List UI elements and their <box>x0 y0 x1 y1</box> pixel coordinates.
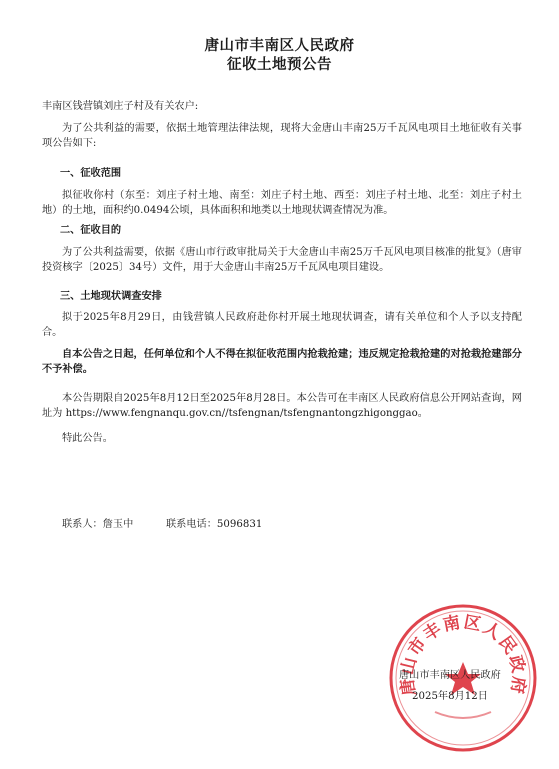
closing-text: 特此公告。 <box>62 433 113 444</box>
signature-org: 唐山市丰南区人民政府 <box>399 670 501 681</box>
signature-date: 2025年8月12日 <box>412 691 488 702</box>
prohibition-notice: 自本公告之日起，任何单位和个人不得在拟征收范围内抢栽抢建；违反规定抢栽抢建的对抢栽抢建部分不予补偿。 <box>42 349 522 375</box>
title-line-1: 唐山市丰南区人民政府 <box>204 38 355 54</box>
section-2-heading: 二、征收目的 <box>60 225 122 236</box>
title-line-2: 征收土地预公告 <box>227 57 332 73</box>
seal-text: 唐山市丰南区人民政府 <box>397 612 529 697</box>
addressee: 丰南区钱营镇刘庄子村及有关农户: <box>42 101 199 112</box>
notice-period: 本公告期限自2025年8月12日至2025年8月28日。本公告可在丰南区人民政府信息公开网站查询，网址为 https://www.fengnanqu.gov.cn//tsfengnan/tsfengnantongzhigonggao。 <box>42 393 522 419</box>
section-2-body: 为了公共利益需要，依据《唐山市行政审批局关于大金唐山丰南25万千瓦风电项目核准的批复》（唐审投资核字〔2025〕34号）文件，用于大金唐山丰南25万千瓦风电项目建设。 <box>42 247 522 273</box>
section-3-body: 拟于2025年8月29日，由钱营镇人民政府赴你村开展土地现状调查，请有关单位和个人予以支持配合。 <box>42 312 522 338</box>
intro-paragraph: 为了公共利益的需要，依据土地管理法律法规，现将大金唐山丰南25万千瓦风电项目土地征收有关事项公告如下: <box>42 123 522 149</box>
section-3-heading: 三、土地现状调查安排 <box>60 291 162 302</box>
section-1-body: 拟征收你村（东至：刘庄子村土地、南至：刘庄子村土地、西至：刘庄子村土地、北至：刘庄子村土地）的土地，面积约0.0494公顷，具体面积和地类以土地现状调查情况为准。 <box>42 190 522 216</box>
contact-phone: 联系电话：5096831 <box>166 519 263 530</box>
contact-person: 联系人：詹玉中 <box>62 519 134 530</box>
section-1-heading: 一、征收范围 <box>60 168 122 179</box>
